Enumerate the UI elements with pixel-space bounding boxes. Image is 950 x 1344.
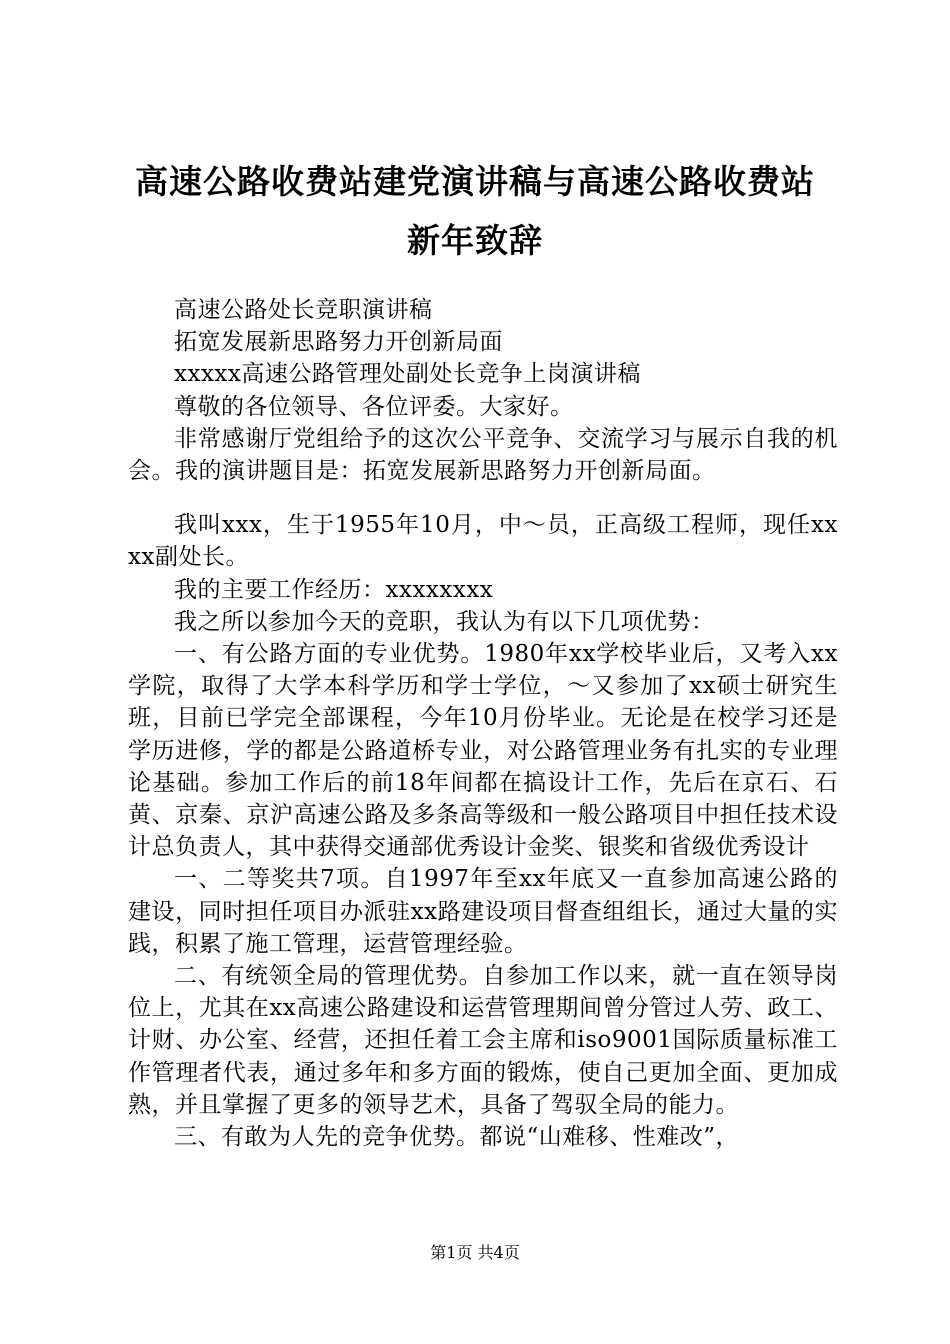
paragraph: xxxxx高速公路管理处副处长竞争上岗演讲稿 — [174, 361, 641, 388]
paragraph: 拓宽发展新思路努力开创新局面 — [174, 329, 503, 356]
paragraph: 二、有统领全局的管理优势。自参加工作以来，就一直在领导岗位上，尤其在xx高速公路建设和运营管理期间曾分管过人劳、政工、计财、办公室、经营，还担任着工会主席和iso9001国际质量标准工作管理者代表，通过多年和多方面的锻炼，使自己更加全面、更加成熟，并且掌握了更多的领导艺术，具备了驾驭全局的能力。 — [128, 963, 838, 1118]
page-footer: 第1页 共4页 — [430, 1243, 520, 1262]
paragraph: 三、有敢为人先的竞争优势。都说“山难移、性难改”， — [174, 1124, 740, 1151]
paragraph: 我叫xxx，生于1955年10月，中～员，正高级工程师，现任xxxx副处长。 — [128, 512, 838, 571]
paragraph: 一、有公路方面的专业优势。1980年xx学校毕业后，又考入xx学院，取得了大学本科学历和学士学位，～又参加了xx硕士研究生班，目前已学完全部课程，今年10月份毕业。无论是在校学习还是学历进修，学的都是公路道桥专业，对公路管理业务有扎实的专业理论基础。参加工作后的前18年间都在搞设计工作，先后在京石、石黄、京秦、京沪高速公路及多条高等级和一般公路项目中担任技术设计总负责人，其中获得交通部优秀设计金奖、银奖和省级优秀设计 — [128, 641, 838, 861]
paragraph: 我之所以参加今天的竞职，我认为有以下几项优势： — [174, 608, 715, 635]
paragraph: 我的主要工作经历：xxxxxxxx — [174, 576, 494, 603]
paragraph: 非常感谢厅党组给予的这次公平竞争、交流学习与展示自我的机会。我的演讲题目是：拓宽发展新思路努力开创新局面。 — [128, 425, 838, 485]
paragraph: 高速公路处长竞职演讲稿 — [174, 297, 433, 323]
document-body — [128, 294, 838, 1153]
document-title-line-2: 新年致辞 — [407, 221, 543, 260]
paragraph: 尊敬的各位领导、各位评委。大家好。 — [174, 393, 574, 420]
document-title-line-1: 高速公路收费站建党演讲稿与高速公路收费站 — [135, 162, 815, 201]
paragraph: 一、二等奖共7项。自1997年至xx年底又一直参加高速公路的建设，同时担任项目办派驻xx路建设项目督查组组长，通过大量的实践，积累了施工管理，运营管理经验。 — [128, 866, 838, 957]
